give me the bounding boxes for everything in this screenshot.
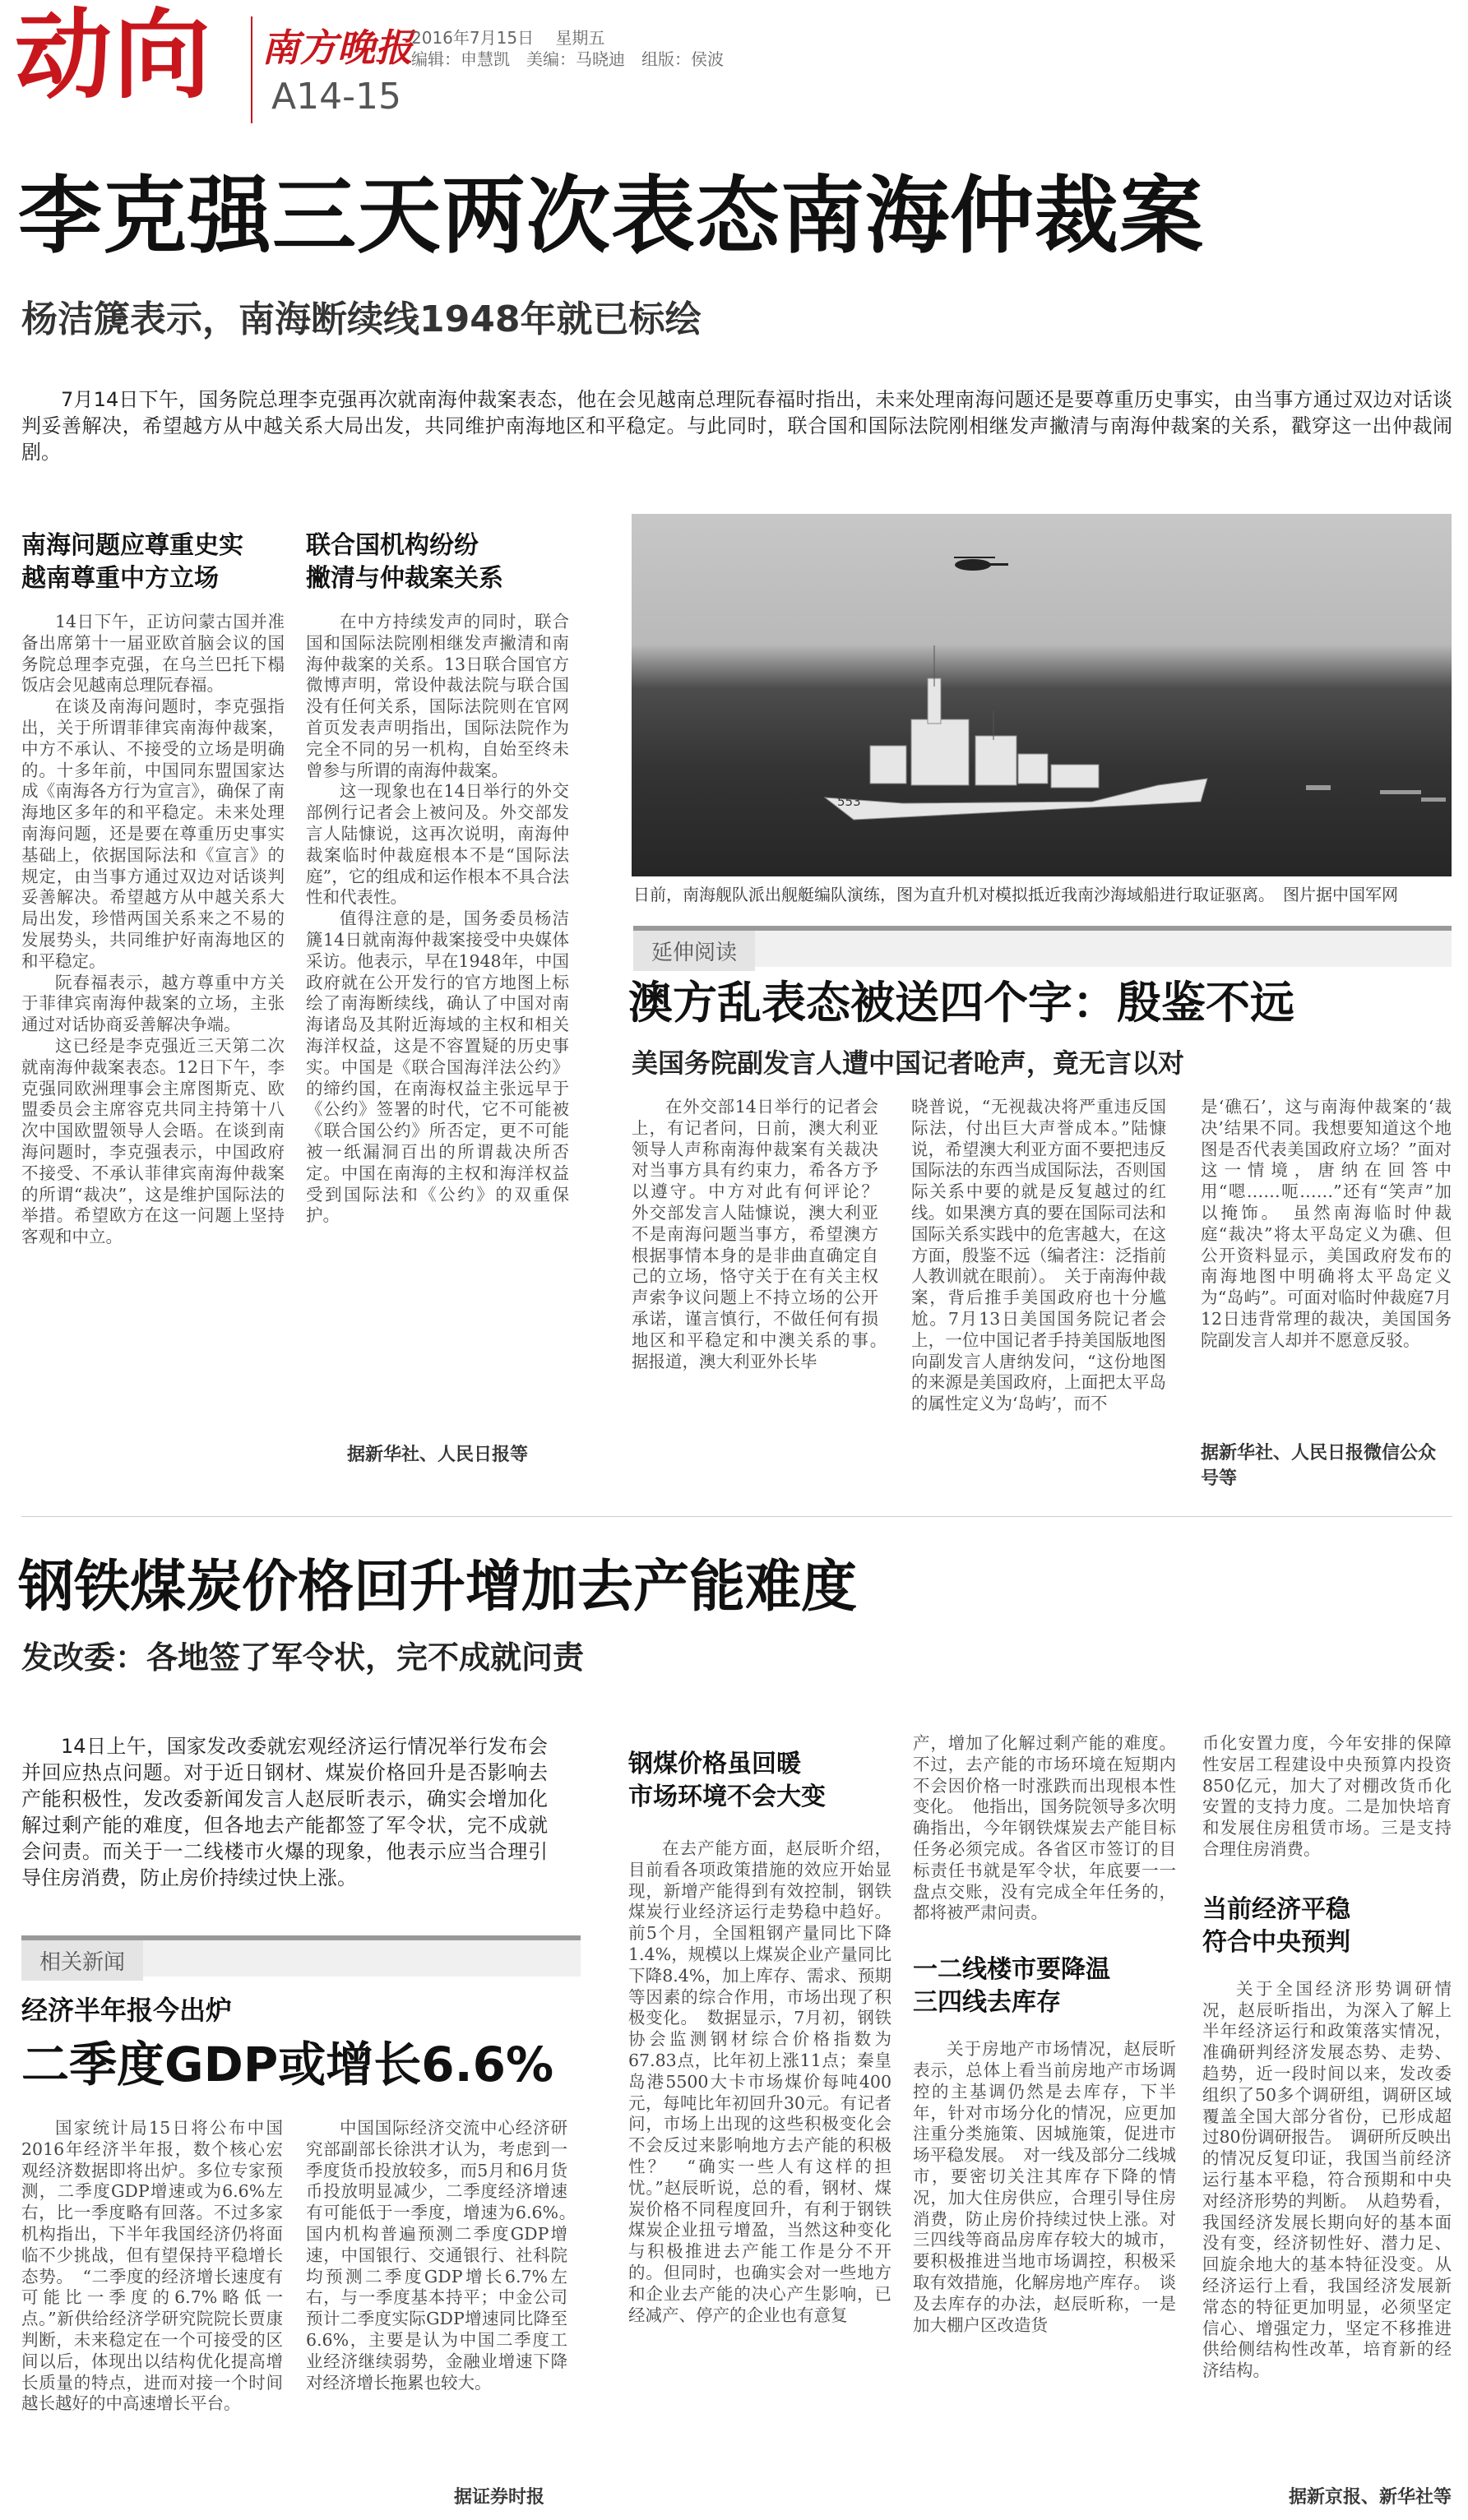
col-text: 晓普说，“无视裁决将严重违反国际法，付出巨大声誉成本。”陆慷说，希望澳大利亚方面不要把违反国际法的东西当成国际法，否则国际关系中要的就是反复越过的红线。如果澳方真的要在国际司法和国际关系实践中的危害越大，在这方面，殷鉴不远（编者注：泛指前人教训就在眼前）。 关于南海仲裁案，背后推手美国政府也十分尴尬。7月13日美国国务院记者会上，一位中国记者手持美国版地图向副发言人唐纳发问，“这份地图的来源是美国政府，上面把太平岛的属性定义为‘岛屿’，而不 [911,1097,1166,1414]
col-text: 中国国际经济交流中心经济研究部副部长徐洪才认为，考虑到一季度货币投放较多，而5月和6月货币投放明显减少，二季度经济增速有可能低于一季度，增速为6.6%。 国内机构普遍预测二季度GDP增速，中国银行、交通银行、社科院均预测二季度GDP增长6.7%左右，与一季度基本持平；中金公司预计二季度实际GDP增速同比降至6.6%，主要是认为中国二季度工业经济继续弱势，金融业增速下降对经济增长拖累也较大。 [306,2118,585,2393]
col-text: 产，增加了化解过剩产能的难度。不过，去产能的市场环境在短期内不会因价格一时涨跌而出现根本性变化。 他指出，国务院领导多次明确指出，今年钢铁煤炭去产能目标任务必须完成。各省区市签订的目标责任书就是军令状，年底要一一盘点交账，没有完成全年任务的，都将被严肃问责。 [913,1733,1176,1923]
ship-hull-number: 553 [837,794,861,809]
related-news-tag-box [21,1935,581,1977]
story2-subhead: 美国务院副发言人遭中国记者呛声，竟无言以对 [632,1047,1185,1079]
story2-credit: 据新华社、人民日报微信公众号等 [1201,1443,1437,1489]
col-body [21,612,285,1248]
story1-subhead: 杨洁篪表示，南海断续线1948年就已标绘 [21,298,702,340]
story1-headline: 李克强三天两次表态南海仲裁案 [18,168,1204,266]
newspaper-logo [262,18,413,72]
section-divider [21,1516,1452,1517]
masthead-divider [251,16,252,123]
news-photo [632,514,1452,876]
staff-credits: 编辑：申慧凯 美编：马晓迪 组版：侯波 [411,49,724,69]
warship-photo-graphic [632,514,1452,876]
col-heading [21,529,285,595]
story4-col1 [21,2118,283,2415]
related-news-tag: 相关新闻 [21,1940,143,1981]
col-heading-line: 越南尊重中方立场 [21,564,219,593]
story1-col1 [21,529,285,1248]
story3-colC [1202,1733,1452,2382]
col-heading [628,1748,891,1814]
col-heading-line: 撇清与仲裁案关系 [306,564,503,593]
distant-ships [1306,785,1446,802]
col-heading-line: 当前经济平稳 [1202,1894,1350,1924]
story3-colB [913,1733,1176,2336]
story2-col3 [1201,1097,1452,1352]
paragraph: 在中方持续发声的同时，联合国和国际法院刚相继发声撇清和南海仲裁案的关系。13日联合国官方微博声明，常设仲裁法院与联合国没有任何关系，国际法院则在官网首页发表声明指出，国际法院作为完全不同的另一机构，自始至终未曾参与所谓的南海仲裁案。 [306,612,569,780]
story4-headline: 二季度GDP或增长6.6% [21,2037,554,2092]
warship-icon [825,645,1207,820]
issue-weekday: 星期五 [555,28,605,48]
story2-col1 [632,1097,896,1372]
paragraph: 值得注意的是，国务委员杨洁篪14日就南海仲裁案接受中央媒体采访。他表示，早在1948年，中国政府就在公开发行的官方地图上标绘了南海断续线，确认了中国对南海诸岛及其附近海域的主权和相关海洋权益，这是不容置疑的历史事实。中国是《联合国海洋法公约》的缔约国，在南海权益主张远早于《公约》签署的时代，它不可能被《联合国公约》所否定，更不可能被一纸漏洞百出的所谓裁决所否定。中国在南海的主权和海洋权益受到国际法和《公约》的双重保护。 [306,909,569,1226]
related-tag-box [633,926,1452,967]
col-heading-line: 三四线去库存 [913,1988,1061,2018]
paragraph: 阮春福表示，越方尊重中方关于菲律宾南海仲裁案的立场，主张通过对话协商妥善解决争端。 [21,972,285,1035]
story3-credit: 据新京报、新华社等 [1288,2487,1452,2508]
col-body [913,1733,1176,1924]
col-heading-line: 南海问题应尊重史实 [21,531,243,560]
story4-credit: 据证券时报 [453,2487,544,2508]
section-title: 动向 [15,0,213,112]
helicopter-icon [954,557,1008,571]
story4-kicker: 经济半年报今出炉 [21,1995,233,2026]
newspaper-logo-text: 南方晚报 [262,25,413,70]
col-text: 国家统计局15日将公布中国2016年经济半年报，数个核心宏观经济数据即将出炉。多位专家预测，二季度GDP增速或为6.6%左右，比一季度略有回落。不过多家机构指出，下半年我国经济仍将面临不少挑战，但有望保持平稳增长态势。 “二季度的经济增长速度有可能比一季度的6.7%略低一点。”新供给经济学研究院院长贾康判断，未来稳定在一个可接受的区间以后，体现出以结构优化提高增长质量的特点，进而对接一个时间越长越好的中高速增长平台。 [21,2118,283,2414]
col-heading-line: 钢煤价格虽回暖 [628,1750,801,1778]
col-heading-line: 市场环境不会大变 [628,1782,826,1811]
col-text: 币化安置力度，今年安排的保障性安居工程建设中央预算内投资850亿元，加大了对棚改货币化安置的支持力度。二是加快培育和发展住房租赁市场。三是支持合理住房消费。 [1202,1733,1452,1859]
photo-caption: 日前，南海舰队派出舰艇编队演练，图为直升机对模拟抵近我南沙海域船进行取证驱离。 图片据中国军网 [633,885,1398,904]
col-body [913,2039,1176,2336]
paragraph: 这已经是李克强近三天第二次就南海仲裁案表态。12日下午，李克强同欧洲理事会主席图斯克、欧盟委员会主席容克共同主持第十八次中国欧盟领导人会晤。在谈到南海问题时，李克强表示，中国政府不接受、不承认菲律宾南海仲裁案的所谓“裁决”，这是维护国际法的举措。希望欧方在这一问题上坚持客观和中立。 [21,1035,285,1247]
col-body [1202,1979,1452,2382]
col-heading-line: 联合国机构纷纷 [306,531,479,560]
col-heading [1202,1893,1452,1959]
story3-lead: 14日上午，国家发改委就宏观经济运行情况举行发布会并回应热点问题。对于近日钢材、煤炭价格回升是否影响去产能积极性，发改委新闻发言人赵辰昕表示，确实会增加化解过剩产能的难度，但各地去产能都签了军令状，完不成就会问责。而关于一二线楼市火爆的现象，他表示应当合理引导住房消费，防止房价持续过快上涨。 [21,1735,548,1889]
story3-headline: 钢铁煤炭价格回升增加去产能难度 [18,1555,858,1620]
col-text: 在外交部14日举行的记者会上，有记者问，日前，澳大利亚领导人声称南海仲裁案有关裁决对当事方具有约束力，希各方予以遵守。中方对此有何评论？ 外交部发言人陆慷说，澳大利亚不是南海问题当事方，希望澳方根据事情本身的是非曲直确定自己的立场，恪守关于在有关主权声索争议问题上不持立场的公开承诺，谨言慎行，不做任何有损地区和平稳定和中澳关系的事。 据报道，澳大利亚外长毕 [632,1097,896,1371]
story1-col2 [306,529,569,1227]
col-body [628,1838,891,2326]
story1-lead: 7月14日下午，国务院总理李克强再次就南海仲裁案表态，他在会见越南总理阮春福时指出，未来处理南海问题还是要尊重历史事实，由当事方通过双边对话谈判妥善解决，希望越方从中越关系大局出发，共同维护南海地区和平稳定。与此同时，联合国和国际法院刚相继发声撇清与南海仲裁案的关系，戳穿这一出仲裁闹剧。 [21,388,1452,464]
paragraph: 在谈及南海问题时，李克强指出，关于所谓菲律宾南海仲裁案，中方不承认、不接受的立场是明确的。十多年前，中国同东盟国家达成《南海各方行为宣言》，确保了南海地区多年的和平稳定。未来处理南海问题，还是要在尊重历史事实基础上，依据国际法和《宣言》的规定，由当事方通过双边对话谈判妥善解决。希望越方从中越关系大局出发，珍惜两国关系来之不易的发展势头，共同维护好南海地区的和平稳定。 [21,696,285,971]
story3-colA [628,1748,891,2326]
page-number: A14-15 [271,76,401,118]
issue-date: 2016年7月15日 [411,28,535,48]
paragraph: 这一现象也在14日举行的外交部例行记者会上被问及。外交部发言人陆慷说，这再次说明，南海仲裁案临时仲裁庭根本不是“国际法庭”，它的组成和运作根本不具合法性和代表性。 [306,781,569,908]
col-heading-line: 一二线楼市要降温 [913,1955,1110,1985]
col-text: 是‘礁石’，这与南海仲裁案的‘裁决’结果不同。我想要知道这个地图是否代表美国政府立场？”面对这一情境，唐纳在回答中用“嗯……呃……”还有“笑声”加以掩饰。 虽然南海临时仲裁庭“裁决”将太平岛定义为礁、但公开资料显示，美国政府发布的南海地图中明确将太平岛定义为“岛屿”。可面对临时仲裁庭7月12日违背常理的裁决，美国国务院副发言人却并不愿意反驳。 [1201,1097,1452,1350]
col-text: 关于房地产市场情况，赵辰昕表示，总体上看当前房地产市场调控的主基调仍然是去库存，下半年，针对市场分化的情况，应更加注重分类施策、因城施策，促进市场平稳发展。 对一线及部分二线城市，要密切关注其库存下降的情况，加大住房供应，合理引导住房消费，防止房价持续过快上涨。对三四线等商品房库存较大的城市，要积极推进当地市场调控，积极采取有效措施，化解房地产库存。 谈及去库存的办法，赵辰昕称，一是加大棚户区改造货 [913,2039,1176,2335]
story2-headline: 澳方乱表态被送四个字：殷鉴不远 [628,977,1294,1029]
paragraph: 14日下午，正访问蒙古国并准备出席第十一届亚欧首脑会议的国务院总理李克强，在乌兰巴托下榻饭店会见越南总理阮春福。 [21,612,285,696]
col-body [306,612,569,1227]
story3-subhead: 发改委：各地签了军令状，完不成就问责 [21,1639,585,1676]
col-text: 关于全国经济形势调研情况，赵辰昕指出，为深入了解上半年经济运行和政策落实情况，准确研判经济发展态势、走势、趋势，近一段时间以来，发改委组织了50多个调研组，调研区域覆盖全国大部分省份，已形成超过80份调研报告。 调研所反映出的情况反复印证，我国当前经济运行基本平稳，符合预期和中央对经济形势的判断。 从趋势看，我国经济发展长期向好的基本面没有变，经济韧性好、潜力足、回旋余地大的基本特征没变。从经济运行上看，我国经济发展新常态的特征更加明显，必须坚定信心、增强定力，坚定不移推进供给侧结构性改革，培育新的经济结构。 [1202,1978,1452,2381]
col-text: 在去产能方面，赵辰昕介绍，目前看各项政策措施的效应开始显现，新增产能得到有效控制，钢铁煤炭行业经济运行走势稳中趋好。前5个月，全国粗钢产量同比下降1.4%，规模以上煤炭企业产量同比下降8.4%，加上库存、需求、预期等因素的综合作用，市场出现了积极变化。 数据显示，7月初，钢铁协会监测钢材综合价格指数为67.83点，比年初上涨11点；秦皇岛港5500大卡市场煤价每吨400元，每吨比年初回升30元。有记者问，市场上出现的这些积极变化会不会反过来影响地方去产能的积极性？ “确实一些人有这样的担忧。”赵辰昕说，总的看，钢材、煤炭价格不同程度回升，有利于钢铁煤炭企业扭亏增盈，当然这种变化与积极推进去产能工作是分不开的。但同时，也确实会对一些地方和企业去产能的决心产生影响，已经减产、停产的企业也有意复 [628,1838,891,2325]
col-body [1202,1733,1452,1861]
story2-col2 [911,1097,1166,1415]
col-heading-line: 符合中央预判 [1202,1927,1350,1957]
col-heading [306,529,569,595]
col-heading [913,1954,1176,2019]
story4-col2 [306,2118,585,2393]
issue-date-line [411,25,604,49]
related-tag: 延伸阅读 [633,931,755,971]
story1-credit: 据新华社、人民日报等 [346,1445,528,1465]
